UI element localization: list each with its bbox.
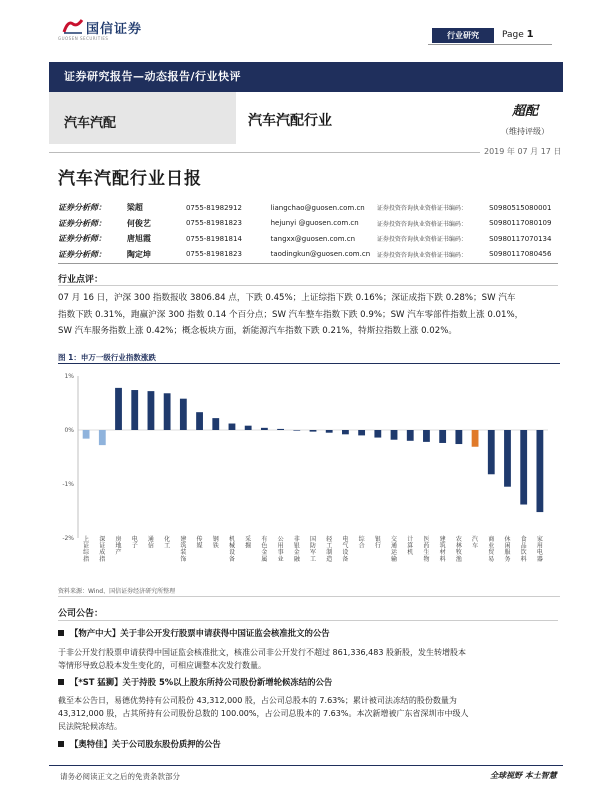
bar-16: [326, 430, 333, 433]
announcement-line: 截至本公告日，易德优势持有公司股份 43,312,000 股，占公司总股本的 7.63%；累计被司法冻结的股份数量为: [58, 696, 457, 705]
category-label: 传媒: [196, 536, 203, 550]
category-label: 深证成指: [99, 536, 106, 563]
category-label: 银行: [374, 536, 381, 550]
rating-note: （维持评级）: [501, 127, 549, 136]
analyst-name: 何俊艺: [126, 218, 151, 228]
slogan: 全球视野 本土智慧: [490, 771, 557, 780]
bar-26: [488, 430, 495, 474]
bar-12: [261, 428, 268, 430]
category-label: 商业贸易: [488, 536, 495, 563]
bar-11: [245, 426, 252, 430]
analyst-table: [58, 200, 558, 262]
analyst-name: 梁超: [126, 203, 143, 213]
analyst-role: 证券分析师：: [58, 203, 106, 213]
category-label: 公用事业: [277, 536, 284, 563]
source-rule: [58, 596, 560, 597]
y-tick-label: 1%: [64, 373, 74, 380]
category-label: 建筑装饰: [180, 536, 187, 563]
report-title: 汽车汽配行业日报: [58, 169, 202, 189]
bar-29: [536, 430, 543, 512]
bar-24: [455, 430, 462, 444]
category-label: 非银金融: [293, 536, 300, 563]
announcement-item: [58, 738, 221, 750]
announcement-title: [58, 676, 332, 688]
category-label: 化工: [164, 536, 171, 550]
analyst-role: 证券分析师：: [58, 249, 106, 259]
cert-label: 证券投资咨询执业资格证书编码：: [376, 205, 467, 213]
analyst-email[interactable]: taodingkun@guosen.com.cn: [270, 250, 371, 259]
category-label: 国防军工: [309, 536, 317, 563]
analyst-name: 唐旭霞: [126, 234, 151, 244]
announcement-heading: 公司公告：: [58, 609, 104, 619]
announcement-rule: [58, 620, 558, 621]
announcement-body: [58, 646, 560, 672]
bar-23: [439, 430, 446, 443]
announcement-line: 等情形导致总股本发生变化的，可相应调整本次发行数量。: [58, 661, 266, 670]
comment-heading: 行业点评：: [58, 275, 104, 285]
category-label: 计算机: [407, 536, 414, 557]
cert-number: S0980515080001: [489, 203, 552, 212]
y-tick-label: 0%: [64, 427, 74, 434]
bar-7: [180, 399, 187, 430]
page-rule: [428, 44, 552, 45]
announcement-body: [58, 694, 560, 733]
category-label: 上证综指: [83, 536, 90, 563]
disclaimer-note: 请务必阅读正文之后的免责条款部分: [60, 772, 180, 781]
bar-27: [504, 430, 511, 487]
category-label: 房地产: [115, 536, 122, 557]
bullet-icon: [58, 679, 64, 685]
category-label: 建筑材料: [439, 536, 446, 563]
bar-1: [83, 430, 90, 439]
logo-subtext: GUOSEN SECURITIES: [58, 36, 109, 41]
comment-line: 指数下跌 0.31%，跑赢沪深 300 指数 0.14 个百分点；SW 汽车整车指数下跌 0.9%；SW 汽车零部件指数上涨 0.01%，: [58, 309, 524, 320]
category-label: 采掘: [245, 536, 252, 550]
category-label: 交通运输: [391, 536, 398, 563]
footer-rule: [49, 765, 563, 766]
bar-19: [374, 430, 381, 438]
category-label: 有色金属: [261, 536, 268, 563]
bar-4: [131, 390, 138, 430]
bar-9: [212, 418, 219, 430]
industry-change-chart: [58, 368, 558, 582]
analyst-row: [58, 216, 558, 232]
figure-rule: [58, 363, 560, 364]
logo-text: 国信证券: [86, 22, 143, 37]
announcement-line: 43,312,000 股，占其所持有公司股份总数的 100.00%，占公司总股本的 7.63%。本次新增被广东省深圳市中级人: [58, 709, 469, 718]
category-label: 汽车: [472, 536, 479, 550]
comment-body: [58, 290, 560, 340]
bar-20: [391, 430, 398, 440]
announcement-title-text: 【*ST 猛狮】关于持股 5%以上股东所持公司股份新增轮候冻结的公告: [70, 677, 333, 687]
category-label: 轻工制造: [326, 536, 333, 563]
category-label: 综合: [358, 536, 365, 550]
cert-label: 证券投资咨询执业资格证书编码：: [376, 236, 467, 244]
category-label: 钢铁: [212, 536, 219, 550]
announcement-item: [58, 627, 330, 639]
category-label: 电气设备: [342, 536, 349, 563]
analyst-role: 证券分析师：: [58, 234, 106, 244]
figure-title: 图 1：申万一级行业指数涨跌: [58, 353, 156, 362]
bar-22: [423, 430, 430, 442]
analyst-email[interactable]: hejunyi @guosen.com.cn: [270, 219, 359, 228]
bar-18: [358, 430, 365, 435]
category-label: 农林牧渔: [455, 536, 462, 563]
announcement-title-text: 【物产中大】关于非公开发行股票申请获得中国证监会核准批文的公告: [70, 628, 330, 638]
bar-15: [310, 430, 317, 432]
bar-17: [342, 430, 349, 434]
bullet-icon: [58, 741, 64, 747]
industry-label: 汽车汽配行业: [248, 113, 332, 129]
category-label: 休闲服务: [504, 536, 511, 563]
report-date: 2019 年 07 月 17 日: [480, 146, 565, 157]
announcement-title-text: 【奥特佳】关于公司股东股份质押的公告: [70, 739, 221, 749]
figure-source: 资料来源：Wind、国信证券经济研究所整理: [58, 588, 176, 595]
bar-28: [520, 430, 527, 505]
bar-21: [407, 430, 414, 441]
bar-2: [99, 430, 106, 445]
guosen-logo-icon: [62, 18, 84, 34]
bar-6: [164, 393, 171, 430]
category-label: 家用电器: [536, 536, 543, 563]
announcement-item: [58, 676, 332, 688]
bar-5: [148, 391, 155, 430]
bar-8: [196, 412, 203, 430]
analyst-rule: [58, 263, 558, 264]
cert-number: S0980117080109: [489, 219, 552, 228]
comment-line: 07 月 16 日，沪深 300 指数报收 3806.84 点，下跌 0.45%；上证综指下跌 0.16%；深证成指下跌 0.28%；SW 汽车: [58, 293, 516, 303]
analyst-phone: 0755-81981823: [185, 250, 242, 259]
announcement-line: 民法院轮候冻结。: [58, 722, 122, 731]
page-indicator: [502, 29, 534, 40]
cert-label: 证券投资咨询执业资格证书编码：: [376, 220, 467, 228]
rating-value: 超配: [512, 104, 539, 119]
category-label: 食品饮料: [520, 536, 527, 563]
sector-label: 汽车汽配: [64, 116, 117, 131]
analyst-email[interactable]: liangchao@guosen.com.cn: [270, 203, 365, 212]
comment-line: SW 汽车服务指数上涨 0.42%；概念板块方面，新能源汽车指数下跌 0.21%，特斯拉指数上涨 0.02%。: [58, 326, 457, 336]
category-label: 通信: [147, 536, 154, 550]
bar-3: [115, 388, 122, 430]
report-category: 证券研究报告—动态报告/行业快评: [64, 70, 242, 83]
bullet-icon: [58, 630, 64, 636]
category-label: 电子: [131, 536, 138, 550]
bar-25: [472, 430, 479, 447]
page-number: 1: [526, 29, 534, 40]
analyst-role: 证券分析师：: [58, 218, 106, 228]
bar-10: [229, 424, 236, 430]
analyst-row: [58, 200, 558, 216]
analyst-name: 陶定坤: [126, 249, 151, 259]
announcement-title: [58, 627, 330, 639]
cert-label: 证券投资咨询执业资格证书编码：: [376, 251, 467, 259]
y-tick-label: -2%: [62, 535, 74, 542]
category-label: 机械设备: [228, 536, 235, 563]
analyst-phone: 0755-81982912: [185, 203, 242, 212]
category-label: 医药生物: [423, 536, 430, 563]
cert-number: S0980117080456: [489, 250, 552, 259]
y-tick-label: -1%: [62, 481, 74, 488]
analyst-phone: 0755-81981823: [185, 219, 242, 228]
analyst-row: [58, 231, 558, 247]
bar-13: [277, 429, 284, 430]
announcement-title: [58, 738, 221, 750]
comment-rule: [58, 285, 558, 286]
page-label: Page: [502, 30, 524, 40]
analyst-row: [58, 247, 558, 263]
announcement-line: 于非公开发行股票申请获得中国证监会核准批文，核准公司非公开发行不超过 861,336,483 股新股，发生转增股本: [58, 648, 466, 657]
analyst-phone: 0755-81981814: [185, 234, 242, 243]
cert-number: S0980117070134: [489, 234, 552, 243]
report-type-tag: 行业研究: [432, 28, 494, 43]
analyst-email[interactable]: tangxx@guosen.com.cn: [270, 234, 356, 243]
bar-14: [293, 430, 300, 431]
